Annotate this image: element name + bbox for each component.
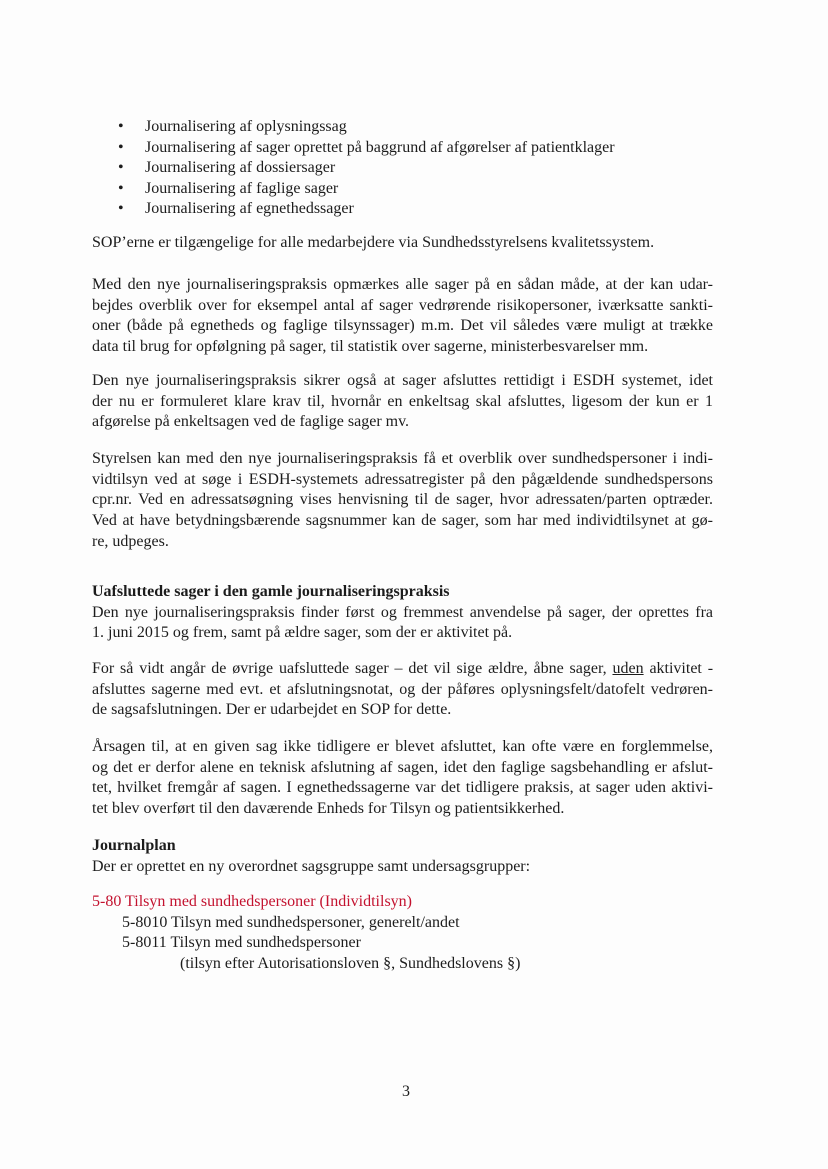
text-line: og det er derfor alene en teknisk afslutning af sagen, idet den faglige sagsbehandling er afslut- <box>92 758 713 776</box>
text-line: der nu er formuleret klare krav til, hvornår en enkeltsag skal afsluttes, ligesom der kun er 1 <box>92 392 713 410</box>
text-line <box>92 659 713 680</box>
page-number: 3 <box>402 1083 410 1100</box>
text-span: aktivitet - <box>649 660 714 677</box>
bullet-list <box>118 117 615 220</box>
text-line: Med den nye journaliseringspraksis opmærkes alle sager på en sådan måde, at der kan udar- <box>92 276 713 293</box>
text-line: SOP’erne er tilgængelige for alle medarbejdere via Sundhedsstyrelsens kvalitetssystem. <box>92 234 655 251</box>
list-item: • Journalisering af faglige sager <box>118 179 615 200</box>
text-line: Den nye journaliseringspraksis finder først og fremmest anvendelse på sager, der oprettes fra <box>92 603 713 621</box>
paragraph-1 <box>92 275 713 358</box>
plan-subgroup: 5-8011 Tilsyn med sundhedspersoner <box>122 934 361 952</box>
plan-subgroup: 5-8010 Tilsyn med sundhedspersoner, generelt/andet <box>122 913 460 931</box>
text-line: Årsagen til, at en given sag ikke tidligere er blevet afsluttet, kan ofte være en forglemmelse, <box>92 738 713 755</box>
section-old-cases <box>92 582 713 644</box>
text-line: 1. juni 2015 og frem, samt på ældre sager, som der er aktivitet på. <box>92 624 513 642</box>
text-line: Den nye journaliseringspraksis sikrer også at sager afsluttes rettidigt i ESDH systemet, idet <box>92 372 713 389</box>
text-line: oner (både på egnetheds og faglige tilsynssager) m.m. Det vil således være muligt at trække <box>92 317 713 335</box>
text-line: bejdes overblik over for eksempel antal af sager vedrørende risikopersoner, iværksatte sankti- <box>92 296 713 314</box>
text-line: de sagsafslutningen. Der er udarbejdet en SOP for dette. <box>92 701 452 719</box>
list-item: • Journalisering af dossiersager <box>118 158 615 179</box>
text-line: Styrelsen kan med den nye journaliseringspraksis få et overblik over sundhedspersoner i indi- <box>92 450 713 467</box>
journal-plan <box>92 892 713 975</box>
paragraph-sop <box>92 233 713 254</box>
text-line: Der er oprettet en ny overordnet sagsgruppe samt undersagsgrupper: <box>92 857 531 875</box>
underlined-word: uden <box>612 660 644 677</box>
text-line: cpr.nr. Ved en adressatsøgning vises henvisning til de sager, hvor adressaten/parten optræder. <box>92 491 713 509</box>
paragraph-2 <box>92 371 713 433</box>
text-line: Ved at have betydningsbærende sagsnummer kan de sager, som har med individtilsynet at gø- <box>92 512 713 530</box>
text-line: afgørelse på enkeltsagen ved de faglige sager mv. <box>92 413 410 431</box>
text-span: For så vidt angår de øvrige uafsluttede sager – det vil sige ældre, åbne sager, <box>92 660 607 677</box>
list-item: • Journalisering af oplysningssag <box>118 117 615 138</box>
text-line: tet, hvilket fremgår af sagen. I egnethedssagerne var det tidligere praksis, at sager uden aktivi- <box>92 779 713 797</box>
list-item: • Journalisering af sager oprettet på baggrund af afgørelser af patientklager <box>118 138 615 159</box>
paragraph-6 <box>92 737 713 820</box>
plan-main-group: 5-80 Tilsyn med sundhedspersoner (Individtilsyn) <box>92 893 412 910</box>
section-heading: Uafsluttede sager i den gamle journaliseringspraksis <box>92 583 450 600</box>
list-item: • Journalisering af egnethedssager <box>118 199 615 220</box>
text-line: re, udpeges. <box>92 532 169 550</box>
text-line: data til brug for opfølgning på sager, til statistik over sagerne, ministerbesvarelser mm. <box>92 338 649 356</box>
section-journalplan <box>92 836 713 877</box>
paragraph-5 <box>92 659 713 721</box>
text-line: tet blev overført til den daværende Enheds for Tilsyn og patientsikkerhed. <box>92 800 565 818</box>
plan-subgroup-note: (tilsyn efter Autorisationsloven §, Sundhedslovens §) <box>180 955 521 973</box>
paragraph-3 <box>92 449 713 553</box>
text-line: vidtilsyn ved at søge i ESDH-systemets adressatregister på den pågældende sundhedspersons <box>92 470 713 488</box>
section-heading: Journalplan <box>92 837 176 854</box>
text-line: afsluttes sagerne med evt. et afslutningsnotat, og der påføres oplysningsfelt/datofelt vedrøren- <box>92 680 713 698</box>
